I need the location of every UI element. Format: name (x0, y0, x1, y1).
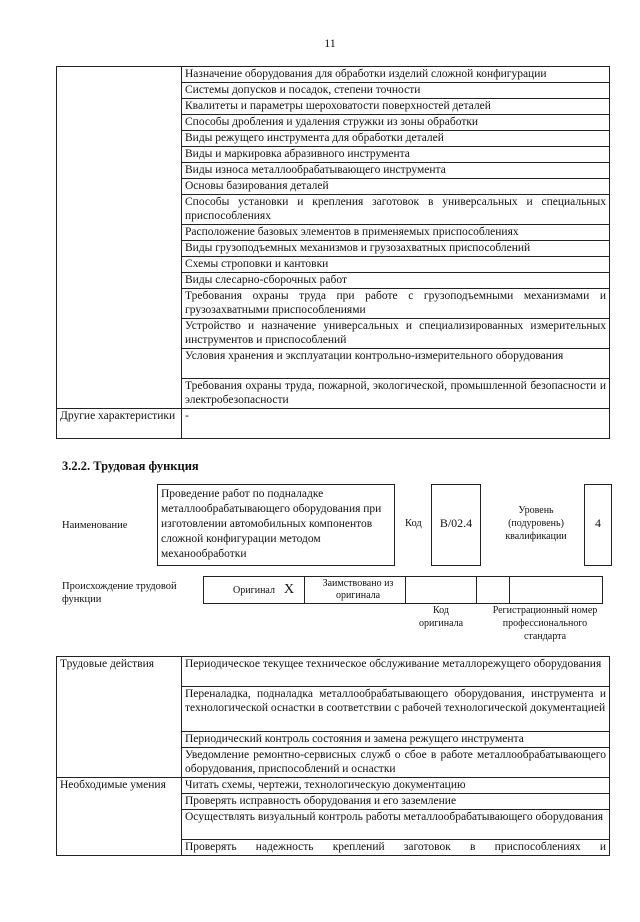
level-label: Уровень (подуровень) квалификации (505, 505, 567, 542)
origin-row (203, 576, 603, 604)
section-heading: 3.2.2. Трудовая функция (62, 459, 199, 473)
code-label: Код (405, 518, 422, 529)
code-original-caption: Код оригинала (418, 605, 464, 629)
knowledge-item: Требования охраны труда, пожарной, экологической, промышленной безопасности и электробезопасности (182, 379, 610, 409)
knowledge-item: Виды износа металлообрабатывающего инструмента (182, 163, 610, 179)
knowledge-item: Устройство и назначение универсальных и специализированных измерительных инструментов и приспособлений (182, 319, 610, 349)
labor-table (56, 656, 610, 856)
knowledge-table (56, 66, 610, 439)
knowledge-item: Квалитеты и параметры шероховатости поверхностей деталей (182, 99, 610, 115)
name-label: Наименование (62, 520, 128, 531)
skill-item: Осуществлять визуальный контроль работы металлообрабатывающего оборудования (182, 810, 610, 840)
knowledge-item: Назначение оборудования для обработки изделий сложной конфигурации (182, 67, 610, 83)
page-number: 11 (324, 36, 336, 50)
labor-action-item: Переналадка, подналадка металлообрабатывающего оборудования, инструмента и технологической оснастки в соответствии с рабочей технологической документацией (182, 687, 610, 732)
knowledge-item: Системы допусков и посадок, степени точности (182, 83, 610, 99)
code-original-cell (405, 576, 477, 604)
borrowed-label: Заимствовано из оригинала (322, 578, 394, 601)
knowledge-item: Расположение базовых элементов в применяемых приспособлениях (182, 225, 610, 241)
function-code: В/02.4 (431, 484, 481, 566)
skills-label: Необходимые умения (57, 778, 182, 856)
knowledge-item: Виды и маркировка абразивного инструмента (182, 147, 610, 163)
knowledge-item: Схемы строповки и кантовки (182, 257, 610, 273)
knowledge-label-cell (57, 67, 182, 409)
knowledge-item: Виды грузоподъемных механизмов и грузозахватных приспособлений (182, 241, 610, 257)
original-cell: Оригинал (203, 576, 305, 604)
knowledge-item: Виды слесарно-сборочных работ (182, 273, 610, 289)
knowledge-item: Условия хранения и эксплуатации контрольно-измерительного оборудования (182, 349, 610, 379)
level-value: 4 (584, 484, 612, 566)
labor-actions-label: Трудовые действия (57, 657, 182, 778)
origin-label: Происхождение трудовой функции (62, 581, 177, 605)
other-characteristics-label: Другие характеристики (57, 409, 182, 439)
reg-number-caption: Регистрационный номер профессионального стандарта (492, 605, 598, 642)
labor-action-item: Периодическое текущее техническое обслуживание металлорежущего оборудования (182, 657, 610, 687)
original-mark: X (283, 582, 295, 597)
skill-item: Проверять исправность оборудования и его заземление (182, 794, 610, 810)
knowledge-item: Требования охраны труда при работе с грузоподъемными механизмами и грузозахватными приспособлениями (182, 289, 610, 319)
knowledge-item: Способы дробления и удаления стружки из зоны обработки (182, 115, 610, 131)
knowledge-item: Способы установки и крепления заготовок в универсальных и специальных приспособлениях (182, 195, 610, 225)
reg-number-cell (476, 576, 603, 604)
function-name: Проведение работ по подналадке металлообрабатывающего оборудования при изготовлении автомобильных компонентов сложной конфигурации методом механообработки (157, 484, 395, 566)
labor-action-item: Уведомление ремонтно-сервисных служб о сбое в работе металлообрабатывающего оборудования, приспособлений и оснастки (182, 748, 610, 778)
other-characteristics-value: - (182, 409, 610, 439)
knowledge-item: Основы базирования деталей (182, 179, 610, 195)
knowledge-item: Виды режущего инструмента для обработки деталей (182, 131, 610, 147)
labor-action-item: Периодический контроль состояния и замена режущего инструмента (182, 732, 610, 748)
skill-item: Проверять надежность креплений заготовок в приспособлениях и (182, 840, 610, 856)
skill-item: Читать схемы, чертежи, технологическую документацию (182, 778, 610, 794)
